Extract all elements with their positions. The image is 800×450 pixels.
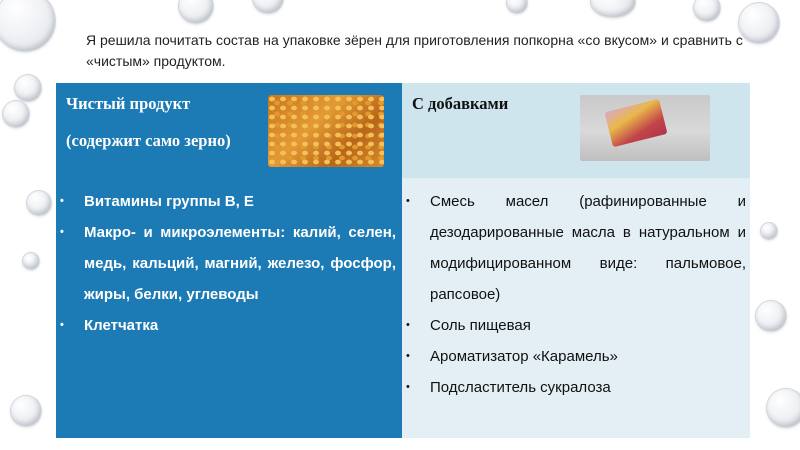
water-drop-decoration: [2, 100, 30, 128]
bullet-icon: •: [60, 319, 64, 331]
bullet-icon: •: [406, 381, 410, 393]
list-item: [406, 341, 746, 372]
additives-column: [402, 178, 750, 438]
pure-product-list: [60, 186, 396, 341]
list-item: [60, 186, 396, 217]
water-drop-decoration: [693, 0, 721, 22]
additives-header: [402, 83, 750, 178]
water-drop-decoration: [10, 395, 42, 427]
pure-product-title: Чистый продукт: [66, 94, 191, 113]
bullet-icon: •: [60, 195, 64, 207]
bullet-icon: •: [406, 319, 410, 331]
list-item: [406, 372, 746, 403]
intro-text: Я решила почитать состав на упаковке зёрен для приготовления попкорна «со вкусом» и сравнить с «чистым» продуктом.: [86, 32, 743, 69]
list-item: [60, 217, 396, 310]
pure-product-column: [56, 178, 402, 438]
list-item-text: Витамины группы В, Е: [84, 193, 254, 210]
water-drop-decoration: [755, 300, 787, 332]
additives-title: С добавками: [412, 94, 509, 113]
popcorn-bag-shape: [604, 99, 667, 147]
water-drop-decoration: [760, 222, 778, 240]
list-item: [60, 310, 396, 341]
list-item: [406, 186, 746, 310]
bullet-icon: •: [406, 195, 410, 207]
water-drop-decoration: [0, 0, 56, 52]
water-drop-decoration: [590, 0, 636, 18]
water-drop-decoration: [26, 190, 52, 216]
list-item-text: Соль пищевая: [430, 317, 531, 334]
list-item-text: Смесь масел (рафинированные и дезодарированные масла в натуральном и модифицированном виде: пальмовое, рапсовое): [430, 193, 746, 303]
pure-product-subtitle: (содержит само зерно): [66, 131, 231, 150]
additives-list: [406, 186, 746, 403]
water-drop-decoration: [766, 388, 800, 428]
list-item-text: Макро- и микроэлементы: калий, селен, медь, кальций, магний, железо, фосфор, жиры, белки, углеводы: [84, 224, 396, 303]
bullet-icon: •: [60, 226, 64, 238]
popcorn-package-photo: [580, 95, 710, 161]
water-drop-decoration: [506, 0, 528, 14]
list-item-text: Клетчатка: [84, 317, 159, 334]
list-item-text: Подсластитель сукралоза: [430, 379, 611, 396]
corn-kernels-photo: [268, 95, 384, 167]
water-drop-decoration: [22, 252, 40, 270]
list-item: [406, 310, 746, 341]
comparison-table: [56, 83, 750, 438]
water-drop-decoration: [252, 0, 284, 14]
bullet-icon: •: [406, 350, 410, 362]
water-drop-decoration: [14, 74, 42, 102]
pure-product-header: [56, 83, 402, 178]
water-drop-decoration: [178, 0, 214, 24]
list-item-text: Ароматизатор «Карамель»: [430, 348, 618, 365]
